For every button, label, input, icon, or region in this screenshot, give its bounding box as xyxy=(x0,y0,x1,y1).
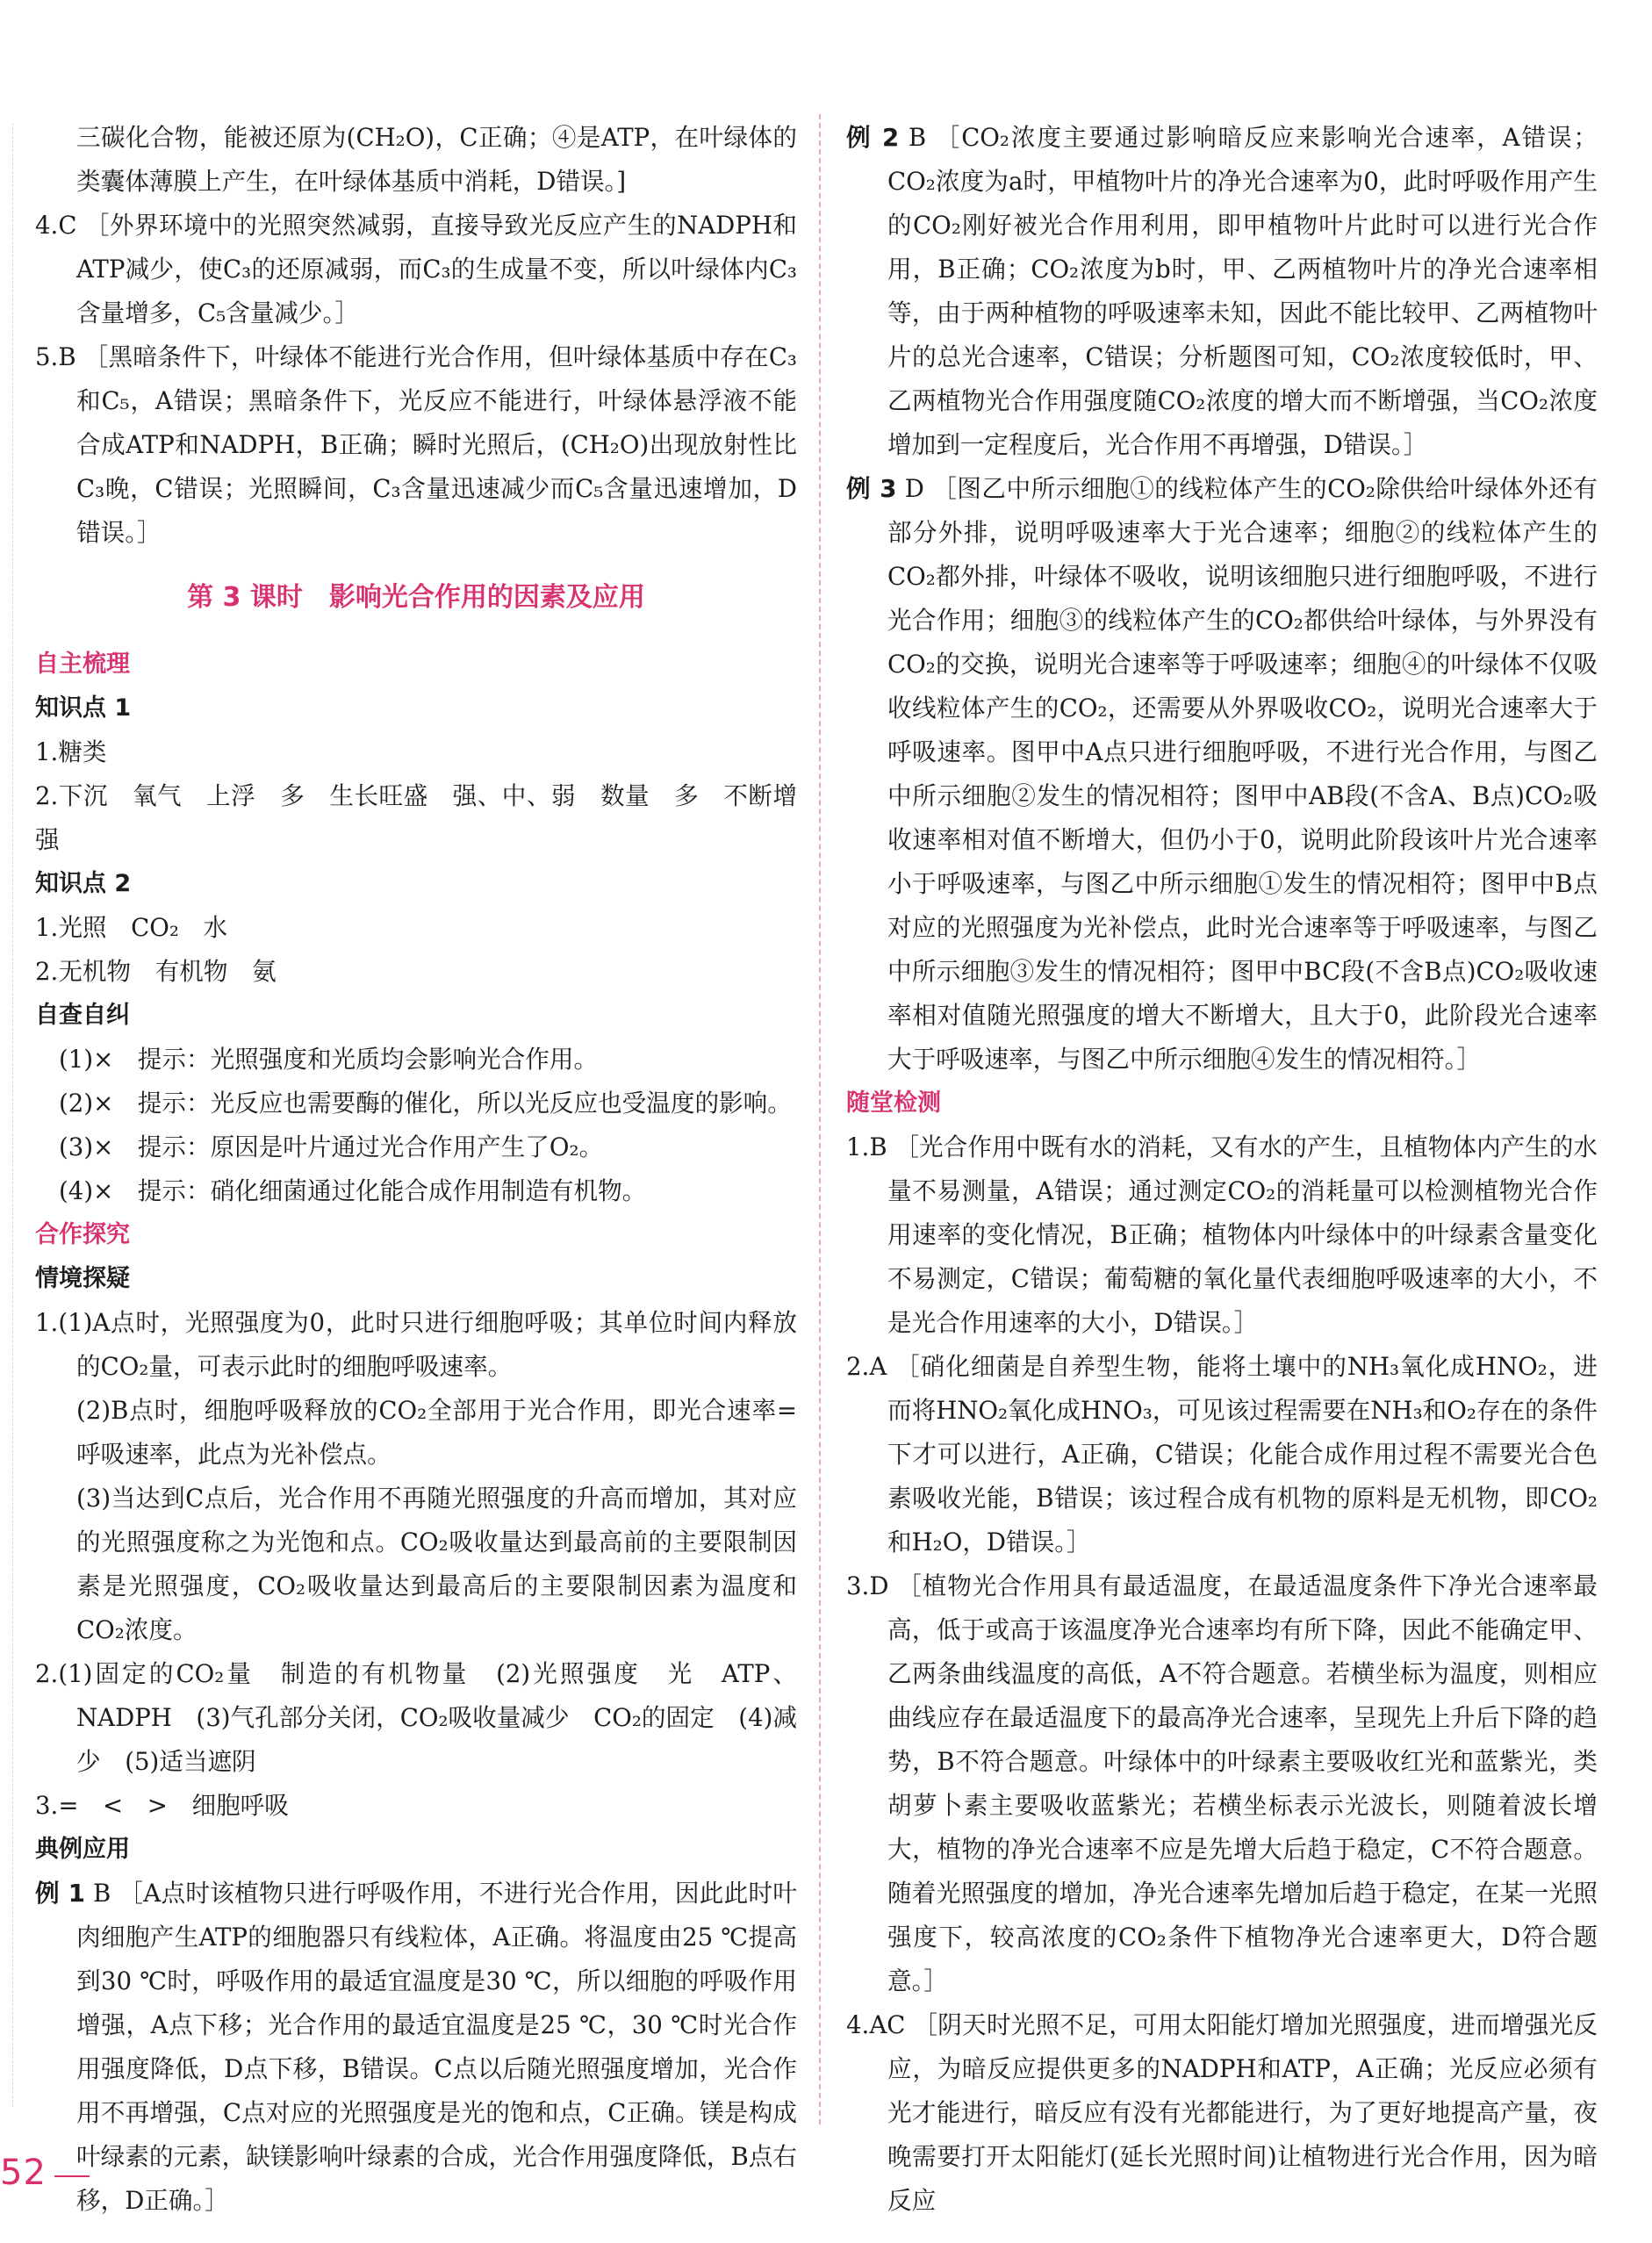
section-cooperative-inquiry: 合作探究 xyxy=(35,1221,130,1248)
test-item-2: 2.A ［硝化细菌是自养型生物，能将土壤中的NH₃氧化成HNO₂，进而将HNO₂氧化成HNO₃，可见该过程需要在NH₃和O₂存在的条件下才可以进行，A正确，C错误；化能合成作用过程不需要光合色素吸收光能，B错误；该过程合成有机物的原料是无机物，即CO₂和H₂O，D错误。］ xyxy=(846,1352,1598,1556)
self-check-3: (3)× 提示：原因是叶片通过光合作用产生了O₂。 xyxy=(59,1132,604,1161)
example-1-label: 例 1 xyxy=(35,1879,85,1908)
right-column xyxy=(846,116,1598,2223)
test-item-4: 4.AC ［阴天时光照不足，可用太阳能灯增加光照强度，进而增强光反应，为暗反应提供更多的NADPH和ATP，A正确；光反应必须有光才能进行，暗反应有没有光都能进行，为了更好地提高产量，夜晚需要打开太阳能灯(延长光照时间)让植物进行光合作用，因为暗反应 xyxy=(846,2010,1598,2215)
intro-paragraph: 三碳化合物，能被还原为(CH₂O)，C正确；④是ATP，在叶绿体的类囊体薄膜上产生，在叶绿体基质中消耗，D错误。] xyxy=(76,123,797,196)
example-2-text: B ［CO₂浓度主要通过影响暗反应来影响光合速率，A错误；CO₂浓度为a时，甲植物叶片的净光合速率为0，此时呼吸作用产生的CO₂刚好被光合作用利用，即甲植物叶片此时可以进行光合作用，B正确；CO₂浓度为b时，甲、乙两植物叶片的净光合速率相等，由于两种植物的呼吸速率未知，因此不能比较甲、乙两植物叶片的总光合速率，C错误；分析题图可知，CO₂浓度较低时，甲、乙两植物光合作用强度随CO₂浓度的增大而不断增强，当CO₂浓度增加到一定程度后，光合作用不再增强，D错误。］ xyxy=(887,123,1598,459)
answer-item-4: 4.C ［外界环境中的光照突然减弱，直接导致光反应产生的NADPH和ATP减少，使C₃的还原减弱，而C₃的生成量不变，所以叶绿体内C₃含量增多，C₅含量减少。］ xyxy=(35,211,797,327)
answer-item-5: 5.B ［黑暗条件下，叶绿体不能进行光合作用，但叶绿体基质中存在C₃和C₅，A错误；黑暗条件下，光反应不能进行，叶绿体悬浮液不能合成ATP和NADPH，B正确；瞬时光照后，(CH₂O)出现放射性比C₃晚，C错误；光照瞬间，C₃含量迅速减少而C₅含量迅速增加，D错误。］ xyxy=(35,342,797,547)
kp1-line-1: 1.糖类 xyxy=(35,737,107,766)
question-3: 3.= < > 细胞呼吸 xyxy=(35,1791,289,1820)
scenario-inquiry-title: 情境探疑 xyxy=(35,1265,130,1292)
example-2-label: 例 2 xyxy=(846,123,900,152)
typical-example-title: 典例应用 xyxy=(35,1836,130,1863)
example-2 xyxy=(846,116,1598,467)
example-3-label: 例 3 xyxy=(846,474,897,503)
kp1-line-2: 2.下沉 氧气 上浮 多 生长旺盛 强、中、弱 数量 多 不断增强 xyxy=(35,781,797,854)
left-column xyxy=(35,116,797,2223)
example-3 xyxy=(846,467,1598,1082)
question-1-part-1: 1.(1)A点时，光照强度为0，此时只进行细胞呼吸；其单位时间内释放的CO₂量，可表示此时的细胞呼吸速率。 xyxy=(35,1308,797,1381)
self-check-title: 自查自纠 xyxy=(35,1002,130,1029)
page-number: 52 xyxy=(0,2153,47,2193)
question-1-part-3: (3)当达到C点后，光合作用不再随光照强度的升高而增加，其对应的光照强度称之为光饱和点。CO₂吸收量达到最高前的主要限制因素是光照强度，CO₂吸收量达到最高后的主要限制因素为温度和CO₂浓度。 xyxy=(76,1484,797,1644)
self-check-4: (4)× 提示：硝化细菌通过化能合成作用制造有机物。 xyxy=(59,1176,647,1205)
self-check-2: (2)× 提示：光反应也需要酶的催化，所以光反应也受温度的影响。 xyxy=(59,1089,792,1118)
page-number-line xyxy=(54,2175,90,2177)
column-divider xyxy=(819,114,821,2124)
lesson-title: 第 3 课时 影响光合作用的因素及应用 xyxy=(187,582,645,613)
question-2: 2.(1)固定的CO₂量 制造的有机物量 (2)光照强度 光 ATP、NADPH (3)气孔部分关闭，CO₂吸收量减少 CO₂的固定 (4)减少 (5)适当遮阴 xyxy=(35,1659,797,1776)
test-item-1: 1.B ［光合作用中既有水的消耗，又有水的产生，且植物体内产生的水量不易测量，A错误；通过测定CO₂的消耗量可以检测植物光合作用速率的变化情况，B正确；植物体内叶绿体中的叶绿素含量变化不易测定，C错误；葡萄糖的氧化量代表细胞呼吸速率的大小，不是光合作用速率的大小，D错误。］ xyxy=(846,1132,1598,1337)
example-1-text: B ［A点时该植物只进行呼吸作用，不进行光合作用，因此此时叶肉细胞产生ATP的细胞器只有线粒体，A正确。将温度由25 ℃提高到30 ℃时，呼吸作用的最适宜温度是30 ℃，所以细胞的呼吸作用增强，A点下移；光合作用的最适宜温度是25 ℃，30 ℃时光合作用强度降低，D点下移，B错误。C点以后随光照强度增加，光合作用不再增强，C点对应的光照强度是光的饱和点，C正确。镁是构成叶绿素的元素，缺镁影响叶绿素的合成，光合作用强度降低，B点右移，D正确。］ xyxy=(76,1879,797,2215)
example-3-text: D ［图乙中所示细胞①的线粒体产生的CO₂除供给叶绿体外还有部分外排，说明呼吸速率大于光合速率；细胞②的线粒体产生的CO₂都外排，叶绿体不吸收，说明该细胞只进行细胞呼吸，不进行光合作用；细胞③的线粒体产生的CO₂都供给叶绿体，与外界没有CO₂的交换，说明光合速率等于呼吸速率；细胞④的叶绿体不仅吸收线粒体产生的CO₂，还需要从外界吸收CO₂，说明光合速率大于呼吸速率。图甲中A点只进行细胞呼吸，不进行光合作用，与图乙中所示细胞②发生的情况相符；图甲中AB段(不含A、B点)CO₂吸收速率相对值不断增大，但仍小于0，说明此阶段该叶片光合速率小于呼吸速率，与图乙中所示细胞①发生的情况相符；图甲中B点对应的光照强度为光补偿点，此时光合速率等于呼吸速率，与图乙中所示细胞③发生的情况相符；图甲中BC段(不含B点)CO₂吸收速率相对值随光照强度的增大不断增大，且大于0，此阶段光合速率大于呼吸速率，与图乙中所示细胞④发生的情况相符。］ xyxy=(887,474,1598,1074)
kp2-line-2: 2.无机物 有机物 氨 xyxy=(35,957,277,986)
section-self-study: 自主梳理 xyxy=(35,651,130,678)
self-check-1: (1)× 提示：光照强度和光质均会影响光合作用。 xyxy=(59,1045,599,1074)
knowledge-point-2-title: 知识点 2 xyxy=(35,870,132,897)
question-1-part-2: (2)B点时，细胞呼吸释放的CO₂全部用于光合作用，即光合速率=呼吸速率，此点为光补偿点。 xyxy=(76,1396,797,1469)
test-item-3: 3.D ［植物光合作用具有最适温度，在最适温度条件下净光合速率最高，低于或高于该温度净光合速率均有所下降，因此不能确定甲、乙两条曲线温度的高低，A不符合题意。若横坐标为温度，则相应曲线应存在最适温度下的最高净光合速率，呈现先上升后下降的趋势，B不符合题意。叶绿体中的叶绿素主要吸收红光和蓝紫光，类胡萝卜素主要吸收蓝紫光；若横坐标表示光波长，则随着波长增大，植物的净光合速率不应是先增大后趋于稳定，C不符合题意。随着光照强度的增加，净光合速率先增加后趋于稳定，在某一光照强度下，较高浓度的CO₂条件下植物净光合速率更大，D符合题意。］ xyxy=(846,1571,1598,1995)
kp2-line-1: 1.光照 CO₂ 水 xyxy=(35,913,228,942)
knowledge-point-1-title: 知识点 1 xyxy=(35,694,132,722)
example-1 xyxy=(35,1872,797,2223)
margin-guide-line xyxy=(12,123,13,2107)
section-class-test: 随堂检测 xyxy=(846,1089,941,1117)
